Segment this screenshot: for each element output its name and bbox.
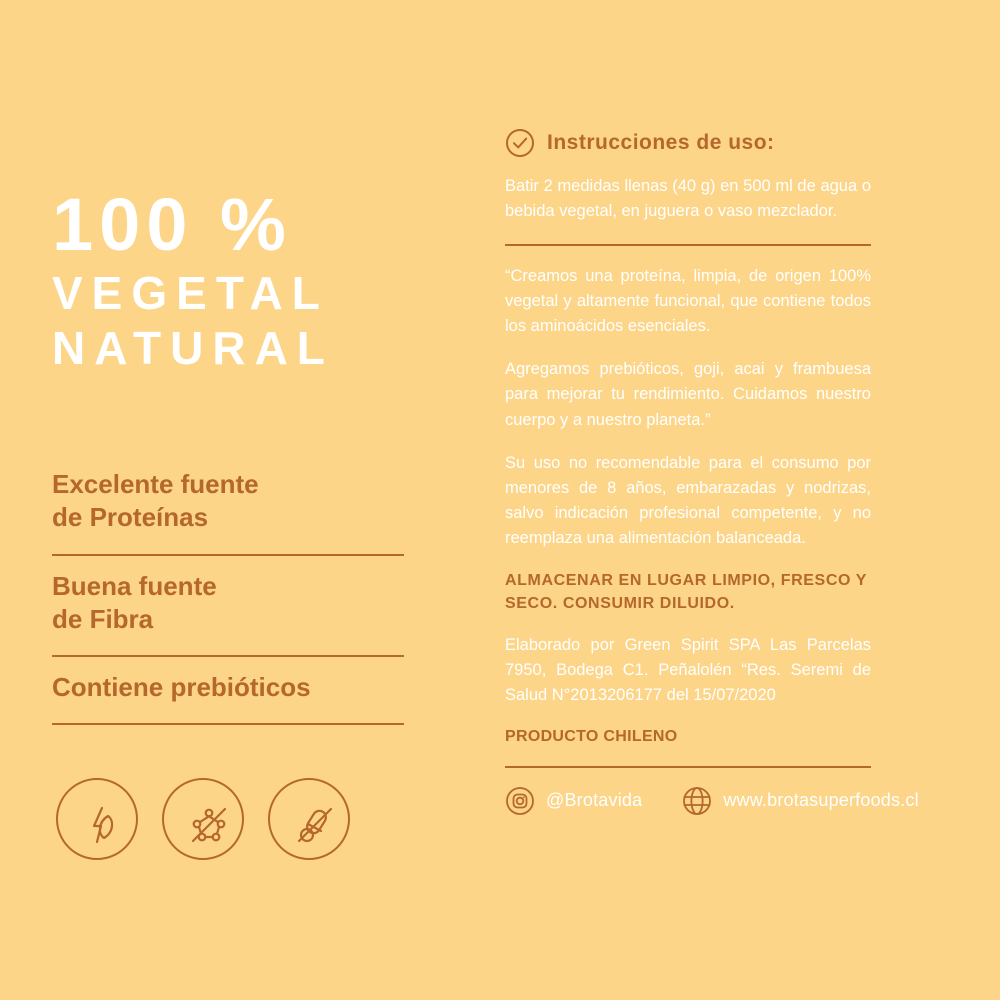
origin-text: PRODUCTO CHILENO <box>505 727 678 745</box>
claim-divider <box>52 554 404 556</box>
leaf-bolt-icon <box>82 804 112 834</box>
plant-energy-badge <box>56 778 138 860</box>
no-pills-badge <box>268 778 350 860</box>
quote-paragraph-2: Agregamos prebióticos, goji, acai y frambuesa para mejorar tu rendimiento. Cuidamos nuestro cuerpo y a nuestro planeta.” <box>505 360 871 429</box>
website-url[interactable]: www.brotasuperfoods.cl <box>723 790 919 811</box>
no-pills-icon <box>294 804 324 834</box>
claim-line-1: Excelente fuente <box>52 469 259 499</box>
quote-paragraph-1: “Creamos una proteína, limpia, de origen 100% vegetal y altamente funcional, que contiene todos los aminoácidos esenciales. <box>505 267 871 336</box>
molecule-icon <box>188 804 218 834</box>
headline <box>52 183 452 375</box>
headline-line-1: 100 % <box>52 183 292 266</box>
info-column <box>505 128 919 816</box>
claim-line-1: Buena fuente <box>52 570 217 601</box>
instructions-title: Instrucciones de uso: <box>547 131 775 154</box>
headline-block <box>52 183 452 375</box>
instagram-handle[interactable]: @Brotavida <box>546 790 643 811</box>
claim-line-2: de Proteínas <box>52 502 209 533</box>
section-divider <box>505 244 871 246</box>
manufacturer-text: Elaborado por Green Spirit SPA Las Parcelas 7950, Bodega C1. Peñalolén “Res. Seremi de Salud N°2013206177 del 15/07/2020 <box>505 636 871 705</box>
headline-line-3: NATURAL <box>52 321 334 374</box>
instagram-link[interactable] <box>505 786 642 816</box>
badge-row <box>56 778 350 860</box>
instructions-text: Batir 2 medidas llenas (40 g) en 500 ml de agua o bebida vegetal, en juguera o vaso mezclador. <box>505 177 871 221</box>
instagram-icon[interactable] <box>505 786 535 816</box>
claim-divider <box>52 723 404 725</box>
claim-item <box>52 570 404 647</box>
storage-text: ALMACENAR EN LUGAR LIMPIO, FRESCO Y SECO. CONSUMIR DILUIDO. <box>505 571 867 613</box>
claims-list <box>52 468 404 739</box>
check-circle-icon <box>505 128 535 158</box>
footer-divider <box>505 766 871 768</box>
claim-line-2: de Fibra <box>52 603 154 634</box>
globe-icon[interactable] <box>682 786 712 816</box>
social-row <box>505 786 919 816</box>
claim-item <box>52 468 404 545</box>
instructions-header <box>505 128 871 158</box>
no-additives-badge <box>162 778 244 860</box>
website-link[interactable] <box>682 786 919 816</box>
claim-divider <box>52 655 404 657</box>
claim-line-1: Contiene prebióticos <box>52 672 311 703</box>
claim-item <box>52 671 404 714</box>
warning-text: Su uso no recomendable para el consumo por menores de 8 años, embarazadas y nodrizas, salvo indicación profesional competente, y no reemplaza una alimentación balanceada. <box>505 453 871 547</box>
headline-line-2: VEGETAL <box>52 267 329 320</box>
